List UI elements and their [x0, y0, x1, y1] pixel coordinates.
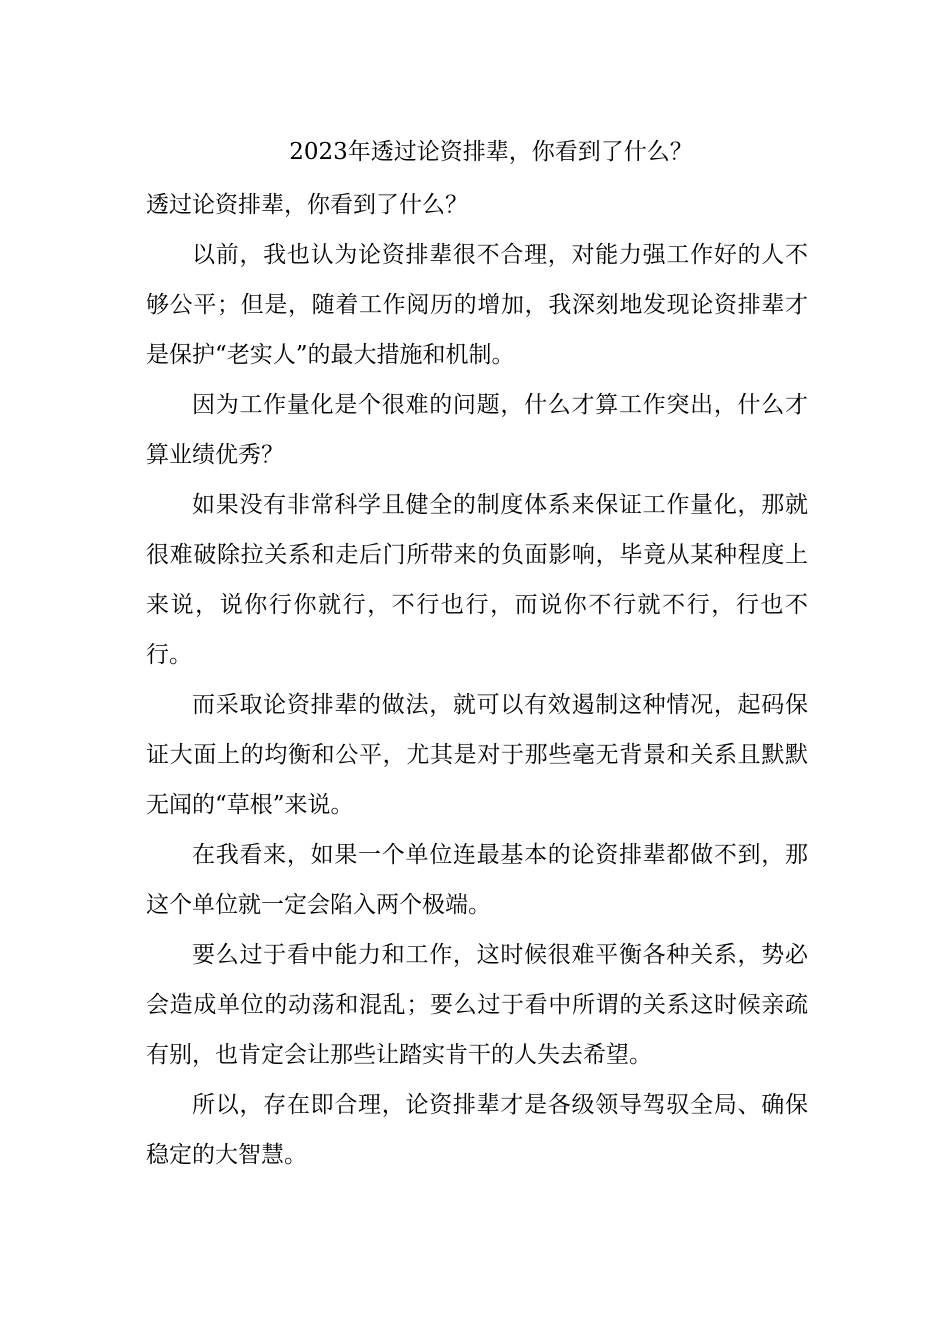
- document-page: [146, 132, 808, 1180]
- paragraph-1: 以前，我也认为论资排辈很不合理，对能力强工作好的人不够公平；但是，随着工作阅历的增加，我深刻地发现论资排辈才是保护“老实人”的最大措施和机制。: [146, 242, 808, 368]
- paragraph-4: 而采取论资排辈的做法，就可以有效遏制这种情况，起码保证大面上的均衡和公平，尤其是对于那些毫无背景和关系且默默无闻的“草根”来说。: [146, 692, 808, 818]
- document-title: 2023年透过论资排辈，你看到了什么？: [289, 139, 693, 165]
- paragraph-2: 因为工作量化是个很难的问题，什么才算工作突出，什么才算业绩优秀？: [146, 392, 808, 468]
- paragraph-3: 如果没有非常科学且健全的制度体系来保证工作量化，那就很难破除拉关系和走后门所带来的负面影响，毕竟从某种程度上来说，说你行你就行，不行也行，而说你不行就不行，行也不行。: [146, 492, 808, 668]
- paragraph-6: 要么过于看中能力和工作，这时候很难平衡各种关系，势必会造成单位的动荡和混乱；要么过于看中所谓的关系这时候亲疏有别，也肯定会让那些让踏实肯干的人失去希望。: [146, 942, 808, 1068]
- document-subtitle: 透过论资排辈，你看到了什么？: [146, 192, 468, 218]
- paragraph-5: 在我看来，如果一个单位连最基本的论资排辈都做不到，那这个单位就一定会陷入两个极端。: [146, 842, 808, 918]
- paragraph-7: 所以，存在即合理，论资排辈才是各级领导驾驭全局、确保稳定的大智慧。: [146, 1092, 808, 1168]
